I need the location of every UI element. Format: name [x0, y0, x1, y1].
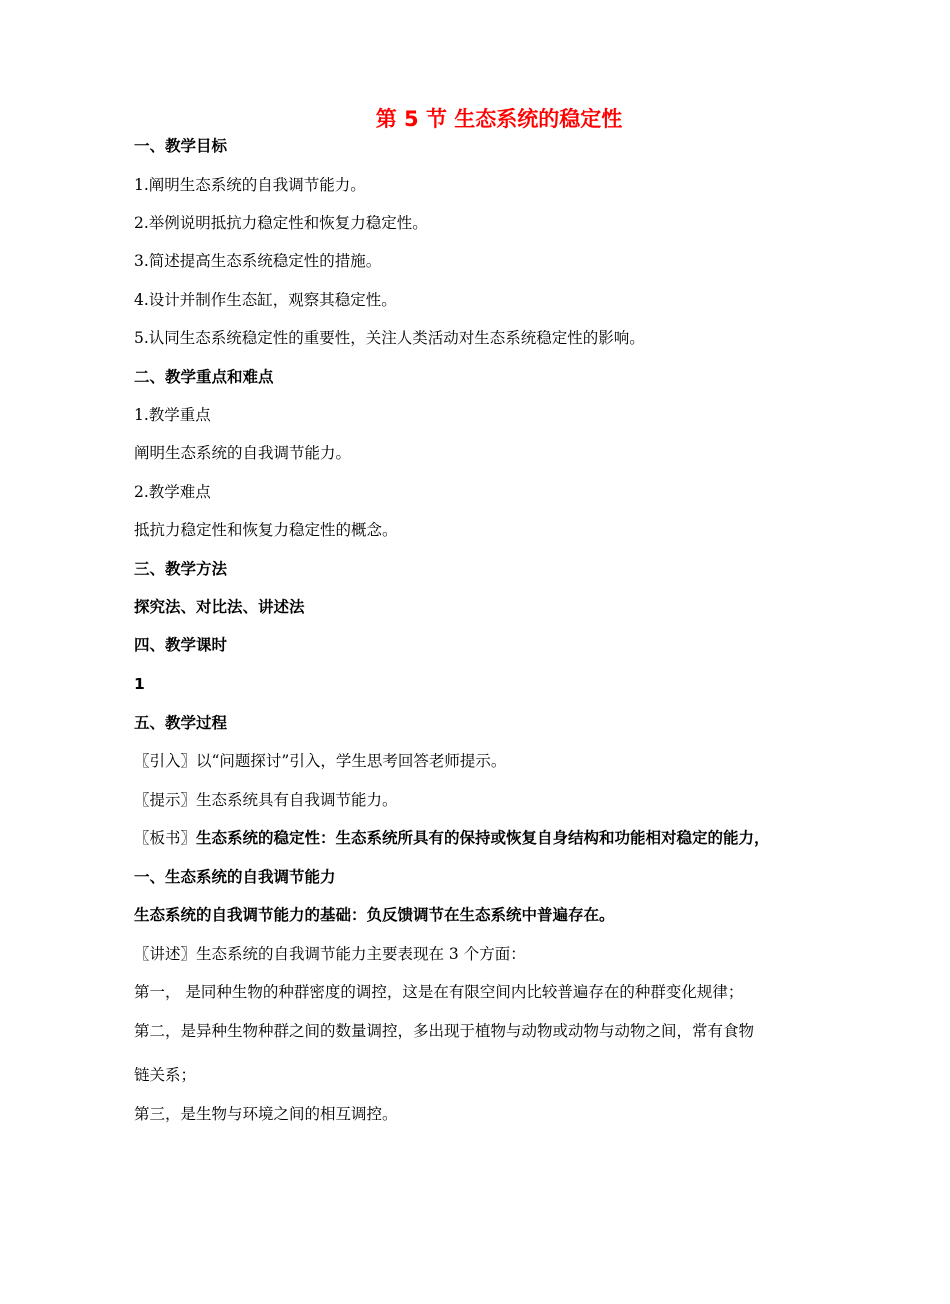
board-label: 〖板书〗 — [134, 829, 197, 847]
key-point-text: 阐明生态系统的自我调节能力。 — [134, 444, 352, 462]
basis-paragraph: 生态系统的自我调节能力的基础：负反馈调节在生态系统中普遍存在。 — [134, 906, 615, 924]
goal-item-5: 5.认同生态系统稳定性的重要性，关注人类活动对生态系统稳定性的影响。 — [134, 329, 645, 347]
board-text: 生态系统的稳定性：生态系统所具有的保持或恢复自身结构和功能相对稳定的能力， — [196, 829, 770, 847]
second-aspect-line-1: 第二，是异种生物种群之间的数量调控，多出现于植物与动物或动物与动物之间，常有食物 — [134, 1022, 755, 1040]
second-aspect-line-2: 链关系； — [134, 1066, 197, 1084]
goal-item-3: 3.简述提高生态系统稳定性的措施。 — [134, 252, 382, 270]
board-paragraph — [134, 827, 770, 849]
lecture-paragraph: 〖讲述〗生态系统的自我调节能力主要表现在 3 个方面： — [134, 945, 526, 963]
hint-paragraph: 〖提示〗生态系统具有自我调节能力。 — [134, 791, 398, 809]
section-heading-goals: 一、教学目标 — [134, 137, 228, 155]
section-heading-key-points: 二、教学重点和难点 — [134, 368, 274, 386]
goal-item-1: 1.阐明生态系统的自我调节能力。 — [134, 176, 366, 194]
section-heading-methods: 三、教学方法 — [134, 560, 228, 578]
key-point-label: 1.教学重点 — [134, 406, 211, 424]
intro-paragraph: 〖引入〗以“问题探讨”引入，学生思考回答老师提示。 — [134, 752, 507, 770]
page-title: 第 5 节 生态系统的稳定性 — [375, 107, 623, 131]
hours-value: 1 — [134, 675, 145, 693]
section-heading-hours: 四、教学课时 — [134, 636, 228, 654]
goal-item-2: 2.举例说明抵抗力稳定性和恢复力稳定性。 — [134, 214, 428, 232]
difficulty-label: 2.教学难点 — [134, 483, 211, 501]
methods-text: 探究法、对比法、讲述法 — [134, 598, 305, 616]
section-heading-process: 五、教学过程 — [134, 714, 228, 732]
goal-item-4: 4.设计并制作生态缸，观察其稳定性。 — [134, 291, 397, 309]
third-aspect: 第三，是生物与环境之间的相互调控。 — [134, 1105, 398, 1123]
difficulty-text: 抵抗力稳定性和恢复力稳定性的概念。 — [134, 521, 398, 539]
subsection-heading-self-regulation: 一、生态系统的自我调节能力 — [134, 868, 336, 886]
first-aspect: 第一， 是同种生物的种群密度的调控，这是在有限空间内比较普遍存在的种群变化规律； — [134, 983, 744, 1001]
